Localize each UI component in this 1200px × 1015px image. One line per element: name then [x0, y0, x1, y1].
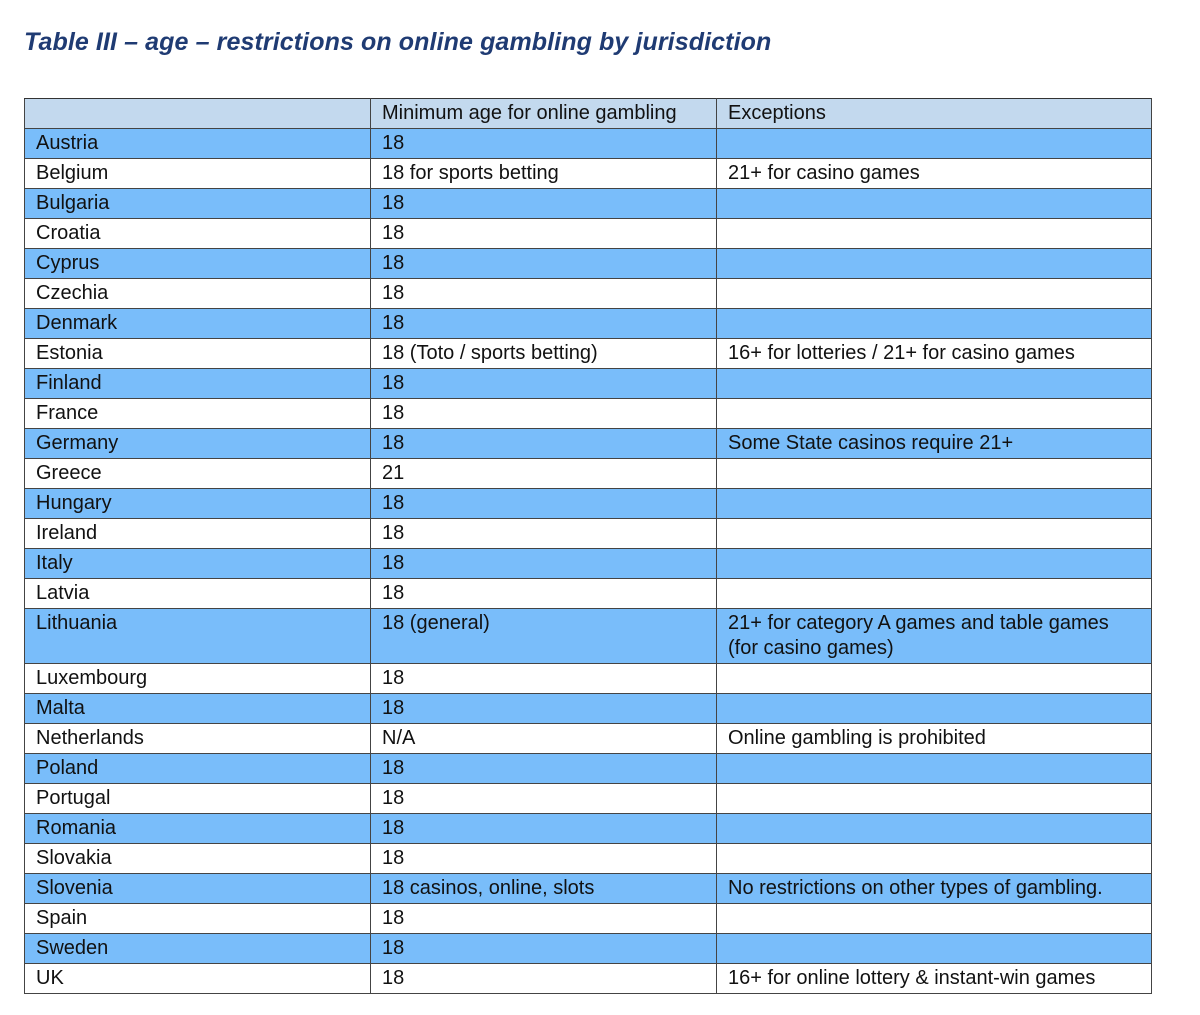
- min-age-cell: 18 (Toto / sports betting): [371, 339, 717, 369]
- min-age-cell: 18: [371, 309, 717, 339]
- exceptions-cell: [717, 694, 1152, 724]
- country-cell: Slovakia: [25, 844, 371, 874]
- country-cell: Belgium: [25, 159, 371, 189]
- min-age-cell: 18 for sports betting: [371, 159, 717, 189]
- min-age-cell: 21: [371, 459, 717, 489]
- min-age-cell: 18: [371, 189, 717, 219]
- exceptions-cell: [717, 309, 1152, 339]
- country-cell: Bulgaria: [25, 189, 371, 219]
- exceptions-line: 21+ for category A games and table games: [728, 612, 1109, 634]
- min-age-cell: 18: [371, 964, 717, 994]
- table-row: [25, 369, 1152, 399]
- min-age-cell: 18: [371, 219, 717, 249]
- exceptions-line: (for casino games): [728, 637, 894, 659]
- country-cell: Lithuania: [25, 609, 371, 664]
- min-age-cell: N/A: [371, 724, 717, 754]
- table-row: [25, 754, 1152, 784]
- exceptions-cell: [717, 249, 1152, 279]
- min-age-cell: 18: [371, 429, 717, 459]
- table-row: [25, 814, 1152, 844]
- min-age-cell: 18: [371, 934, 717, 964]
- exceptions-cell: [717, 664, 1152, 694]
- header-exceptions: Exceptions: [717, 99, 1152, 129]
- country-cell: Luxembourg: [25, 664, 371, 694]
- table-row: [25, 399, 1152, 429]
- min-age-cell: 18 (general): [371, 609, 717, 664]
- exceptions-cell: Some State casinos require 21+: [717, 429, 1152, 459]
- exceptions-cell: 16+ for online lottery & instant-win games: [717, 964, 1152, 994]
- min-age-cell: 18: [371, 369, 717, 399]
- table-row: [25, 549, 1152, 579]
- exceptions-cell: [717, 784, 1152, 814]
- country-cell: France: [25, 399, 371, 429]
- min-age-cell: 18: [371, 844, 717, 874]
- age-restrictions-table: [24, 98, 1152, 994]
- min-age-cell: 18: [371, 664, 717, 694]
- exceptions-cell: [717, 489, 1152, 519]
- country-cell: Netherlands: [25, 724, 371, 754]
- table-row: [25, 159, 1152, 189]
- country-cell: Germany: [25, 429, 371, 459]
- exceptions-cell: [717, 844, 1152, 874]
- country-cell: UK: [25, 964, 371, 994]
- table-row: [25, 279, 1152, 309]
- country-cell: Malta: [25, 694, 371, 724]
- min-age-cell: 18: [371, 754, 717, 784]
- country-cell: Poland: [25, 754, 371, 784]
- country-cell: Austria: [25, 129, 371, 159]
- header-country: [25, 99, 371, 129]
- min-age-cell: 18: [371, 279, 717, 309]
- table-row: [25, 724, 1152, 754]
- country-cell: Finland: [25, 369, 371, 399]
- country-cell: Slovenia: [25, 874, 371, 904]
- exceptions-cell: 21+ for casino games: [717, 159, 1152, 189]
- exceptions-cell: [717, 279, 1152, 309]
- table-row: [25, 694, 1152, 724]
- exceptions-cell: [717, 189, 1152, 219]
- min-age-cell: 18: [371, 784, 717, 814]
- table-row: [25, 219, 1152, 249]
- country-cell: Italy: [25, 549, 371, 579]
- min-age-cell: 18: [371, 694, 717, 724]
- header-minimum-age: Minimum age for online gambling: [371, 99, 717, 129]
- exceptions-cell: [717, 814, 1152, 844]
- table-row: [25, 579, 1152, 609]
- min-age-cell: 18 casinos, online, slots: [371, 874, 717, 904]
- min-age-cell: 18: [371, 549, 717, 579]
- table-row: [25, 249, 1152, 279]
- table-row: [25, 874, 1152, 904]
- country-cell: Latvia: [25, 579, 371, 609]
- table-row: [25, 429, 1152, 459]
- exceptions-cell: [717, 754, 1152, 784]
- table-row: [25, 309, 1152, 339]
- country-cell: Croatia: [25, 219, 371, 249]
- country-cell: Ireland: [25, 519, 371, 549]
- country-cell: Estonia: [25, 339, 371, 369]
- exceptions-cell: 16+ for lotteries / 21+ for casino games: [717, 339, 1152, 369]
- min-age-cell: 18: [371, 399, 717, 429]
- exceptions-cell: No restrictions on other types of gambling.: [717, 874, 1152, 904]
- country-cell: Portugal: [25, 784, 371, 814]
- table-row: [25, 904, 1152, 934]
- exceptions-cell: [717, 934, 1152, 964]
- min-age-cell: 18: [371, 249, 717, 279]
- table-header-row: [25, 99, 1152, 129]
- exceptions-cell: [717, 369, 1152, 399]
- table-row: [25, 784, 1152, 814]
- country-cell: Denmark: [25, 309, 371, 339]
- table-row: [25, 489, 1152, 519]
- country-cell: Greece: [25, 459, 371, 489]
- exceptions-cell: [717, 129, 1152, 159]
- min-age-cell: 18: [371, 579, 717, 609]
- exceptions-cell: [717, 519, 1152, 549]
- country-cell: Spain: [25, 904, 371, 934]
- exceptions-cell: [717, 549, 1152, 579]
- exceptions-cell: [717, 399, 1152, 429]
- min-age-cell: 18: [371, 129, 717, 159]
- table-row: [25, 844, 1152, 874]
- table-row: [25, 934, 1152, 964]
- table-row: [25, 519, 1152, 549]
- country-cell: Sweden: [25, 934, 371, 964]
- min-age-cell: 18: [371, 489, 717, 519]
- table-row: [25, 189, 1152, 219]
- country-cell: Cyprus: [25, 249, 371, 279]
- table-row: [25, 459, 1152, 489]
- table-row: [25, 339, 1152, 369]
- exceptions-cell: [717, 579, 1152, 609]
- table-row: [25, 609, 1152, 664]
- exceptions-cell: [717, 609, 1152, 664]
- country-cell: Hungary: [25, 489, 371, 519]
- exceptions-cell: [717, 459, 1152, 489]
- exceptions-cell: [717, 219, 1152, 249]
- table-row: [25, 664, 1152, 694]
- table-title: Table III – age – restrictions on online gambling by jurisdiction: [24, 28, 772, 56]
- min-age-cell: 18: [371, 814, 717, 844]
- country-cell: Czechia: [25, 279, 371, 309]
- min-age-cell: 18: [371, 904, 717, 934]
- exceptions-cell: Online gambling is prohibited: [717, 724, 1152, 754]
- table-row: [25, 129, 1152, 159]
- table-row: [25, 964, 1152, 994]
- country-cell: Romania: [25, 814, 371, 844]
- min-age-cell: 18: [371, 519, 717, 549]
- exceptions-cell: [717, 904, 1152, 934]
